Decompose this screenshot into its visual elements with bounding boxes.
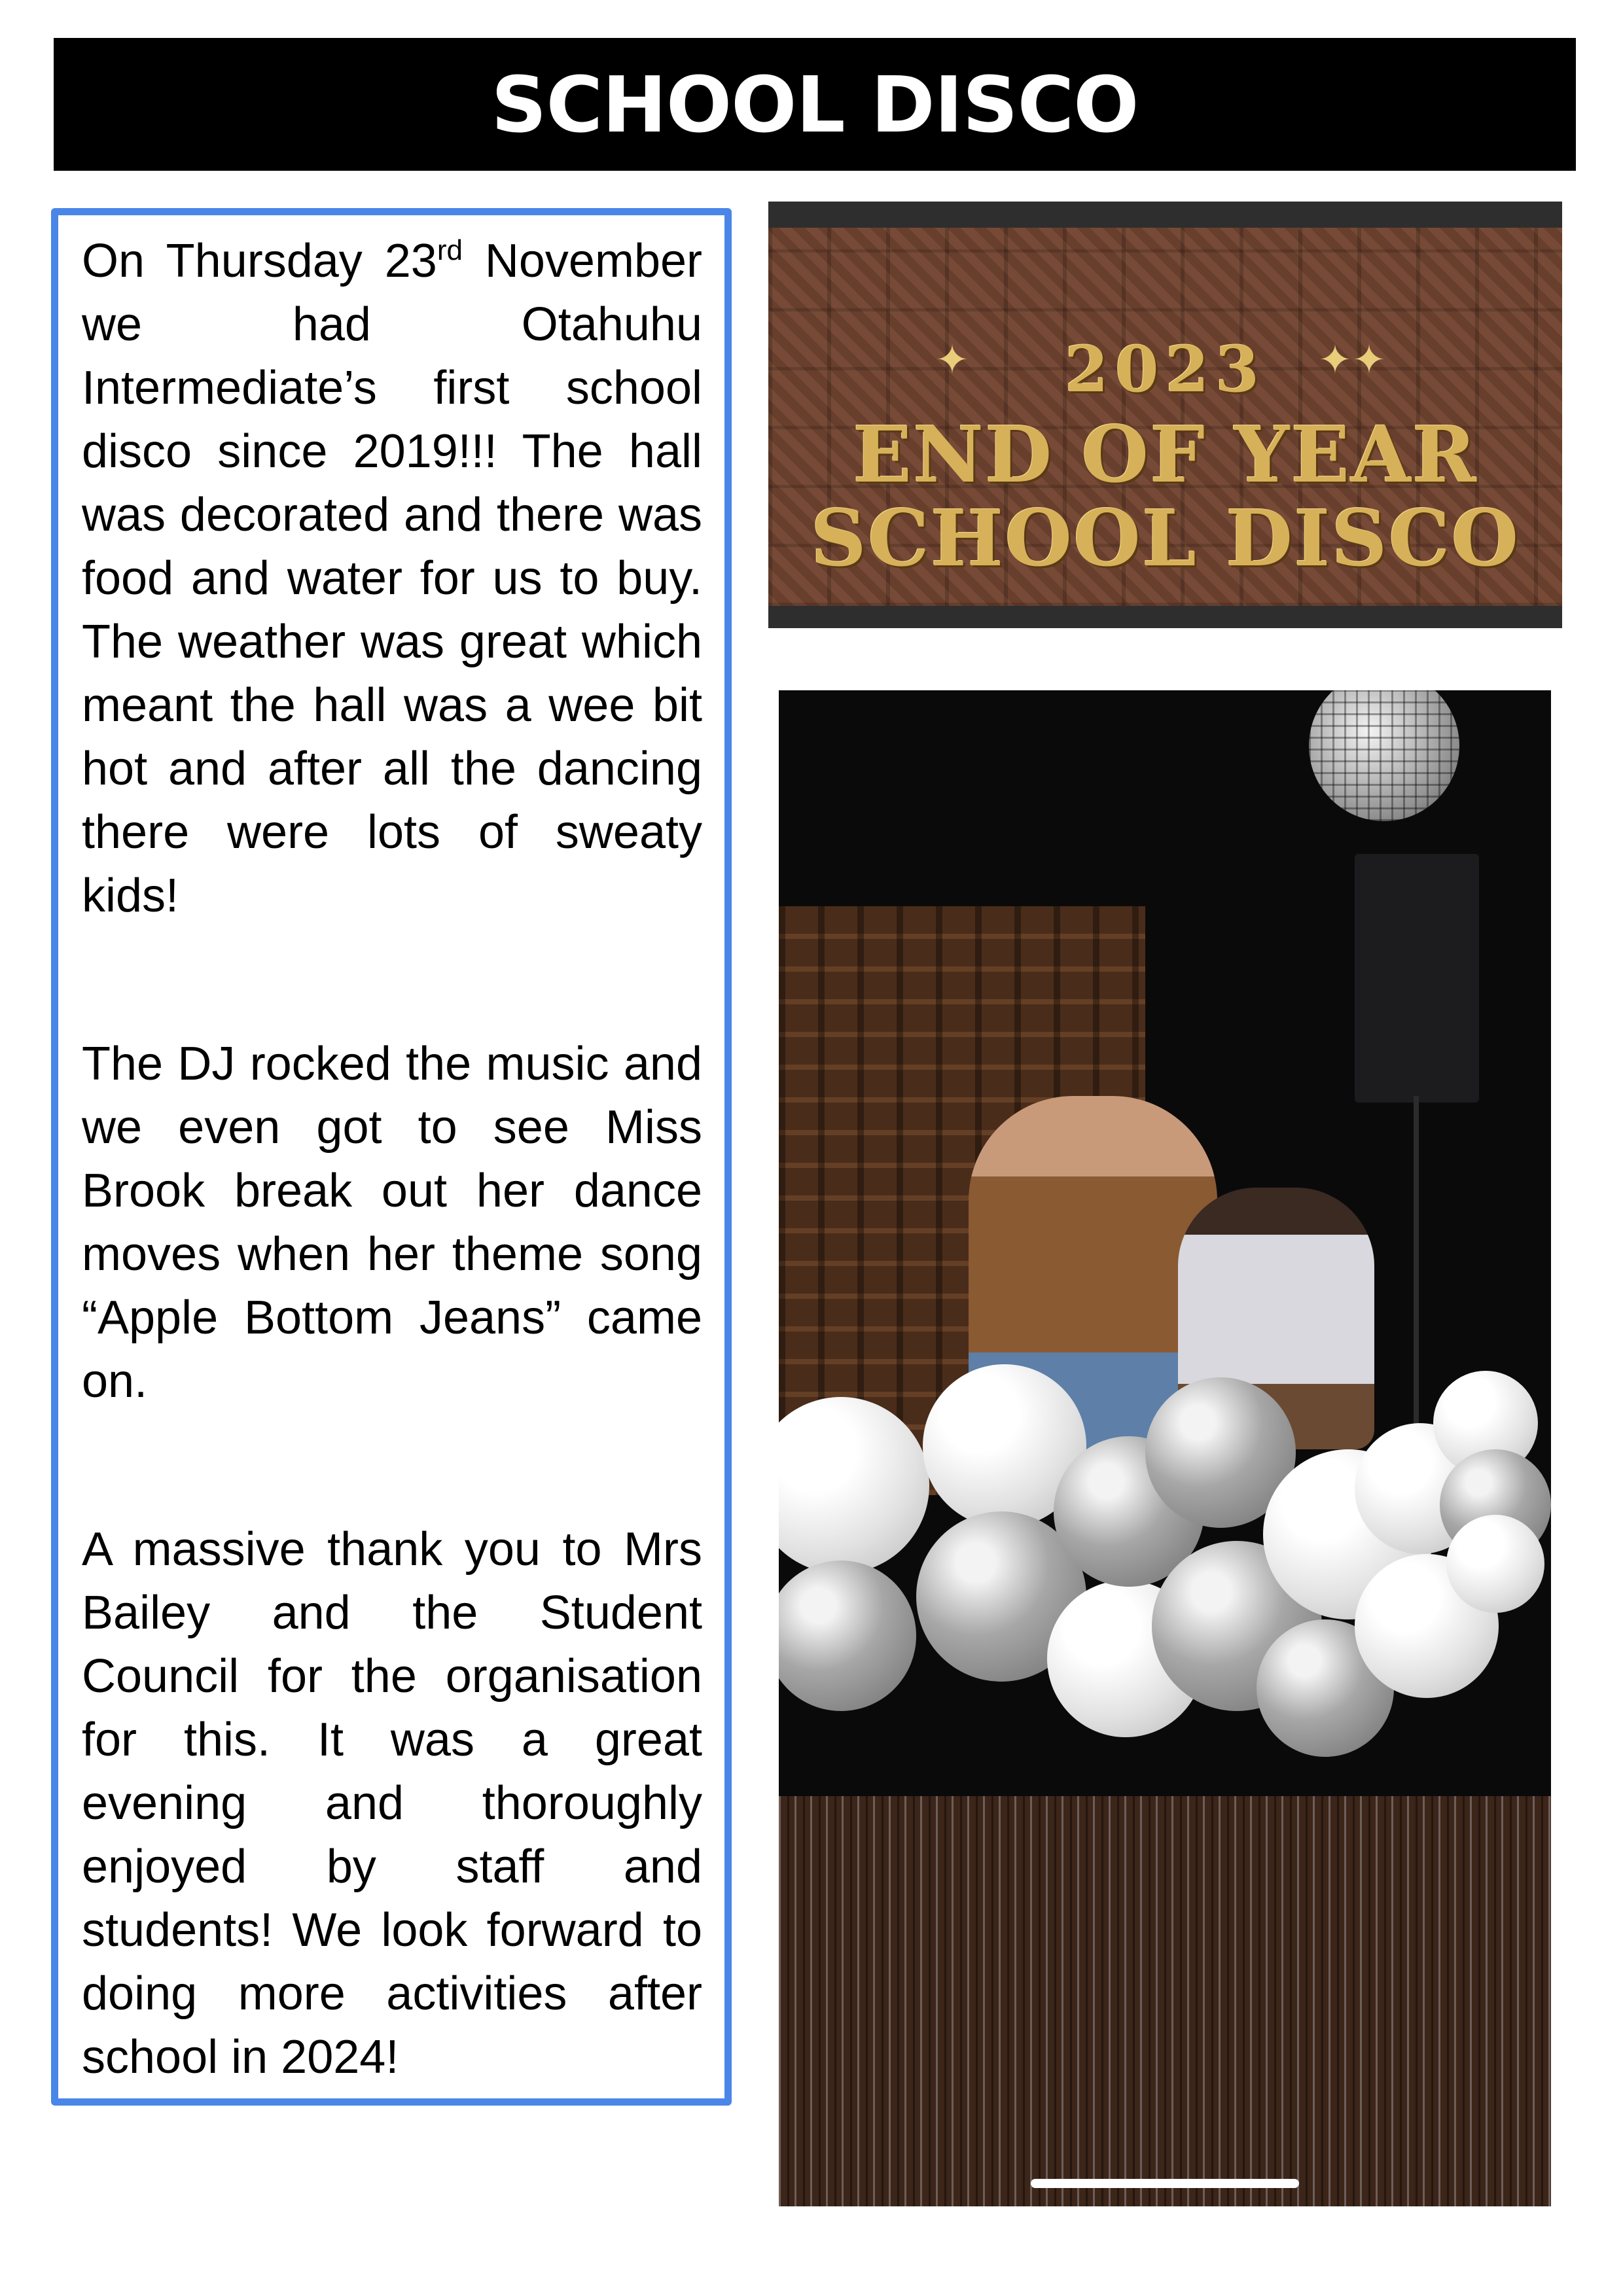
sign-lettering: [768, 332, 1562, 584]
balloon: [779, 1561, 916, 1711]
home-indicator-bar: [1031, 2179, 1299, 2188]
sign-year: 2023: [1064, 332, 1266, 406]
speaker: [1355, 854, 1479, 1103]
title-banner: [54, 38, 1576, 171]
sparkle-icon: ✦✦: [1318, 338, 1386, 383]
article-paragraph-2: The DJ rocked the music and we even got to see Miss Brook break out her dance moves when her theme song “Apple Bottom Jeans” came on.: [82, 1038, 702, 1407]
paragraph-1-start: On Thursday 23: [82, 235, 437, 287]
ordinal-suffix: rd: [437, 234, 463, 266]
article-paragraph-1: [82, 230, 702, 928]
balloon: [1446, 1515, 1544, 1613]
article-paragraph-3: A massive thank you to Mrs Bailey and the Student Council for the organisation for this. It was a great evening and thoroughly enjoyed by staff and students! We look forward to doing more activities after school in 2024!: [82, 1523, 702, 2083]
foil-fringe-curtain: [779, 1796, 1551, 2206]
paragraph-1-rest: November we had Otahuhu Intermediate’s first school disco since 2019!!! The hall was decorated and there was food and water for us to buy. The weather was great which meant the hall was a wee bit hot and after all the dancing there were lots of sweaty kids!: [82, 235, 703, 922]
stage-photo: [779, 690, 1551, 2206]
sign-line-end-of-year: END OF YEAR: [853, 409, 1478, 500]
sign-line-school-disco: SCHOOL DISCO: [810, 493, 1520, 584]
sparkle-icon: ✦: [935, 338, 969, 383]
page-title: SCHOOL DISCO: [491, 59, 1139, 150]
article-text-box: [51, 208, 732, 2106]
disco-ball: [1309, 690, 1459, 821]
speaker-stand: [1414, 1096, 1419, 1436]
disco-sign-photo: [768, 202, 1562, 628]
